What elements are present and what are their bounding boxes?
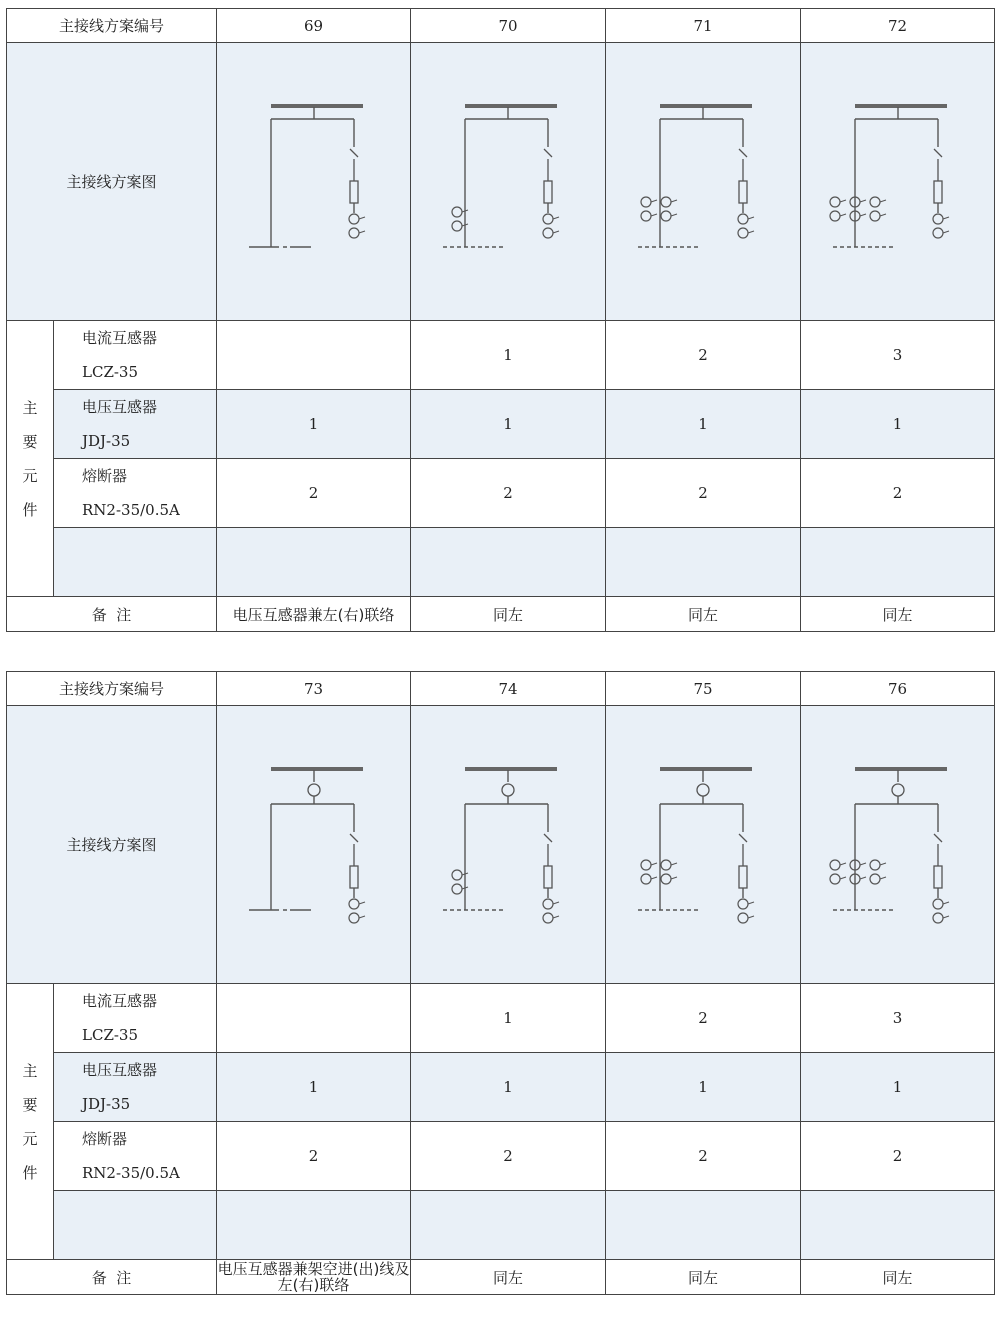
current-transformer-symbol	[830, 860, 846, 884]
scheme-number: 70	[411, 9, 606, 43]
empty-cell	[606, 528, 801, 597]
remark: 同左	[411, 597, 606, 632]
component-name: 电压互感器 JDJ-35	[54, 1053, 217, 1122]
current-transformer-symbol	[738, 214, 754, 238]
vt-qty: 1	[217, 1053, 411, 1122]
scheme-diagram-cell	[606, 706, 801, 984]
remark: 同左	[801, 597, 995, 632]
empty-cell	[54, 1191, 217, 1260]
ct-qty: 1	[411, 321, 606, 390]
busbar	[660, 104, 752, 108]
busbar	[271, 104, 363, 108]
fuse-symbol	[934, 181, 942, 203]
fuse-qty: 2	[801, 1122, 995, 1191]
ct-qty: 2	[606, 984, 801, 1053]
scheme-diagram-label: 主接线方案图	[7, 43, 217, 321]
remark: 电压互感器兼左(右)联络	[217, 597, 411, 632]
current-transformer-symbol	[933, 899, 949, 923]
scheme-diagram-label: 主接线方案图	[7, 706, 217, 984]
current-transformer-symbol	[830, 197, 846, 221]
empty-cell	[217, 1191, 411, 1260]
current-transformer-symbol	[738, 899, 754, 923]
scheme-diagram-cell	[606, 43, 801, 321]
ct-qty: 3	[801, 984, 995, 1053]
wiring-diagram	[413, 710, 603, 980]
component-name: 电流互感器 LCZ-35	[54, 984, 217, 1053]
fuse-qty: 2	[411, 1122, 606, 1191]
main-components-label: 主 要 元 件	[7, 984, 54, 1260]
scheme-number: 71	[606, 9, 801, 43]
busbar	[855, 767, 947, 771]
current-transformer-symbol	[641, 197, 657, 221]
empty-cell	[801, 1191, 995, 1260]
current-transformer-symbol	[543, 899, 559, 923]
scheme-diagram-cell	[217, 43, 411, 321]
ct-qty: 1	[411, 984, 606, 1053]
wiring-diagram	[803, 710, 993, 980]
scheme-number: 69	[217, 9, 411, 43]
fuse-qty: 2	[606, 1122, 801, 1191]
meter-symbol	[892, 784, 904, 796]
remark: 同左	[411, 1260, 606, 1295]
wiring-diagram	[413, 47, 603, 317]
empty-cell	[411, 528, 606, 597]
scheme-diagram-cell	[801, 43, 995, 321]
current-transformer-symbol	[850, 197, 866, 221]
busbar	[660, 767, 752, 771]
current-transformer-symbol	[543, 214, 559, 238]
fuse-qty: 2	[606, 459, 801, 528]
fuse-symbol	[544, 866, 552, 888]
current-transformer-symbol	[870, 197, 886, 221]
current-transformer-symbol	[349, 899, 365, 923]
remarks-label: 备 注	[7, 597, 217, 632]
scheme-number: 76	[801, 672, 995, 706]
empty-cell	[217, 528, 411, 597]
busbar	[465, 104, 557, 108]
vt-qty: 1	[606, 390, 801, 459]
component-name: 熔断器 RN2-35/0.5A	[54, 1122, 217, 1191]
vt-qty: 1	[217, 390, 411, 459]
fuse-qty: 2	[411, 459, 606, 528]
scheme-diagram-cell	[217, 706, 411, 984]
busbar	[855, 104, 947, 108]
disconnector-symbol	[934, 834, 942, 866]
meter-symbol	[502, 784, 514, 796]
busbar	[465, 767, 557, 771]
disconnector-symbol	[544, 834, 552, 866]
remark: 同左	[801, 1260, 995, 1295]
scheme-diagram-cell	[411, 706, 606, 984]
scheme-table-2	[6, 671, 995, 1295]
empty-cell	[606, 1191, 801, 1260]
scheme-diagram-cell	[801, 706, 995, 984]
disconnector-symbol	[739, 834, 747, 866]
current-transformer-symbol	[349, 214, 365, 238]
remark: 电压互感器兼架空进(出)线及左(右)联络	[217, 1260, 410, 1294]
fuse-qty: 2	[217, 1122, 411, 1191]
empty-cell	[54, 528, 217, 597]
current-transformer-symbol	[850, 860, 866, 884]
empty-cell	[801, 528, 995, 597]
fuse-qty: 2	[801, 459, 995, 528]
disconnector-symbol	[544, 149, 552, 181]
remark: 同左	[606, 1260, 801, 1295]
wiring-diagram	[608, 47, 798, 317]
fuse-symbol	[350, 181, 358, 203]
disconnector-symbol	[350, 149, 358, 181]
component-name: 电流互感器 LCZ-35	[54, 321, 217, 390]
remark: 同左	[606, 597, 801, 632]
empty-cell	[411, 1191, 606, 1260]
fuse-symbol	[544, 181, 552, 203]
scheme-number-label: 主接线方案编号	[7, 9, 217, 43]
wiring-diagram	[219, 47, 409, 317]
vt-qty: 1	[606, 1053, 801, 1122]
vt-qty: 1	[801, 390, 995, 459]
vt-qty: 1	[411, 390, 606, 459]
ct-qty	[217, 984, 411, 1053]
fuse-symbol	[739, 866, 747, 888]
remarks-label: 备 注	[7, 1260, 217, 1295]
scheme-number: 75	[606, 672, 801, 706]
component-name: 电压互感器 JDJ-35	[54, 390, 217, 459]
main-components-label: 主 要 元 件	[7, 321, 54, 597]
current-transformer-symbol	[933, 214, 949, 238]
scheme-number: 73	[217, 672, 411, 706]
fuse-symbol	[350, 866, 358, 888]
scheme-number: 74	[411, 672, 606, 706]
scheme-diagram-cell	[411, 43, 606, 321]
scheme-table-1	[6, 8, 995, 632]
meter-symbol	[697, 784, 709, 796]
fuse-symbol	[934, 866, 942, 888]
scheme-number-label: 主接线方案编号	[7, 672, 217, 706]
busbar	[271, 767, 363, 771]
component-name: 熔断器 RN2-35/0.5A	[54, 459, 217, 528]
disconnector-symbol	[934, 149, 942, 181]
ct-qty: 3	[801, 321, 995, 390]
wiring-diagram	[803, 47, 993, 317]
current-transformer-symbol	[641, 860, 657, 884]
wiring-diagram	[608, 710, 798, 980]
current-transformer-symbol	[661, 197, 677, 221]
wiring-diagram	[219, 710, 409, 980]
meter-symbol	[308, 784, 320, 796]
vt-qty: 1	[411, 1053, 606, 1122]
vt-qty: 1	[801, 1053, 995, 1122]
current-transformer-symbol	[870, 860, 886, 884]
fuse-symbol	[739, 181, 747, 203]
scheme-number: 72	[801, 9, 995, 43]
ct-qty: 2	[606, 321, 801, 390]
fuse-qty: 2	[217, 459, 411, 528]
ct-qty	[217, 321, 411, 390]
current-transformer-symbol	[661, 860, 677, 884]
disconnector-symbol	[739, 149, 747, 181]
disconnector-symbol	[350, 834, 358, 866]
